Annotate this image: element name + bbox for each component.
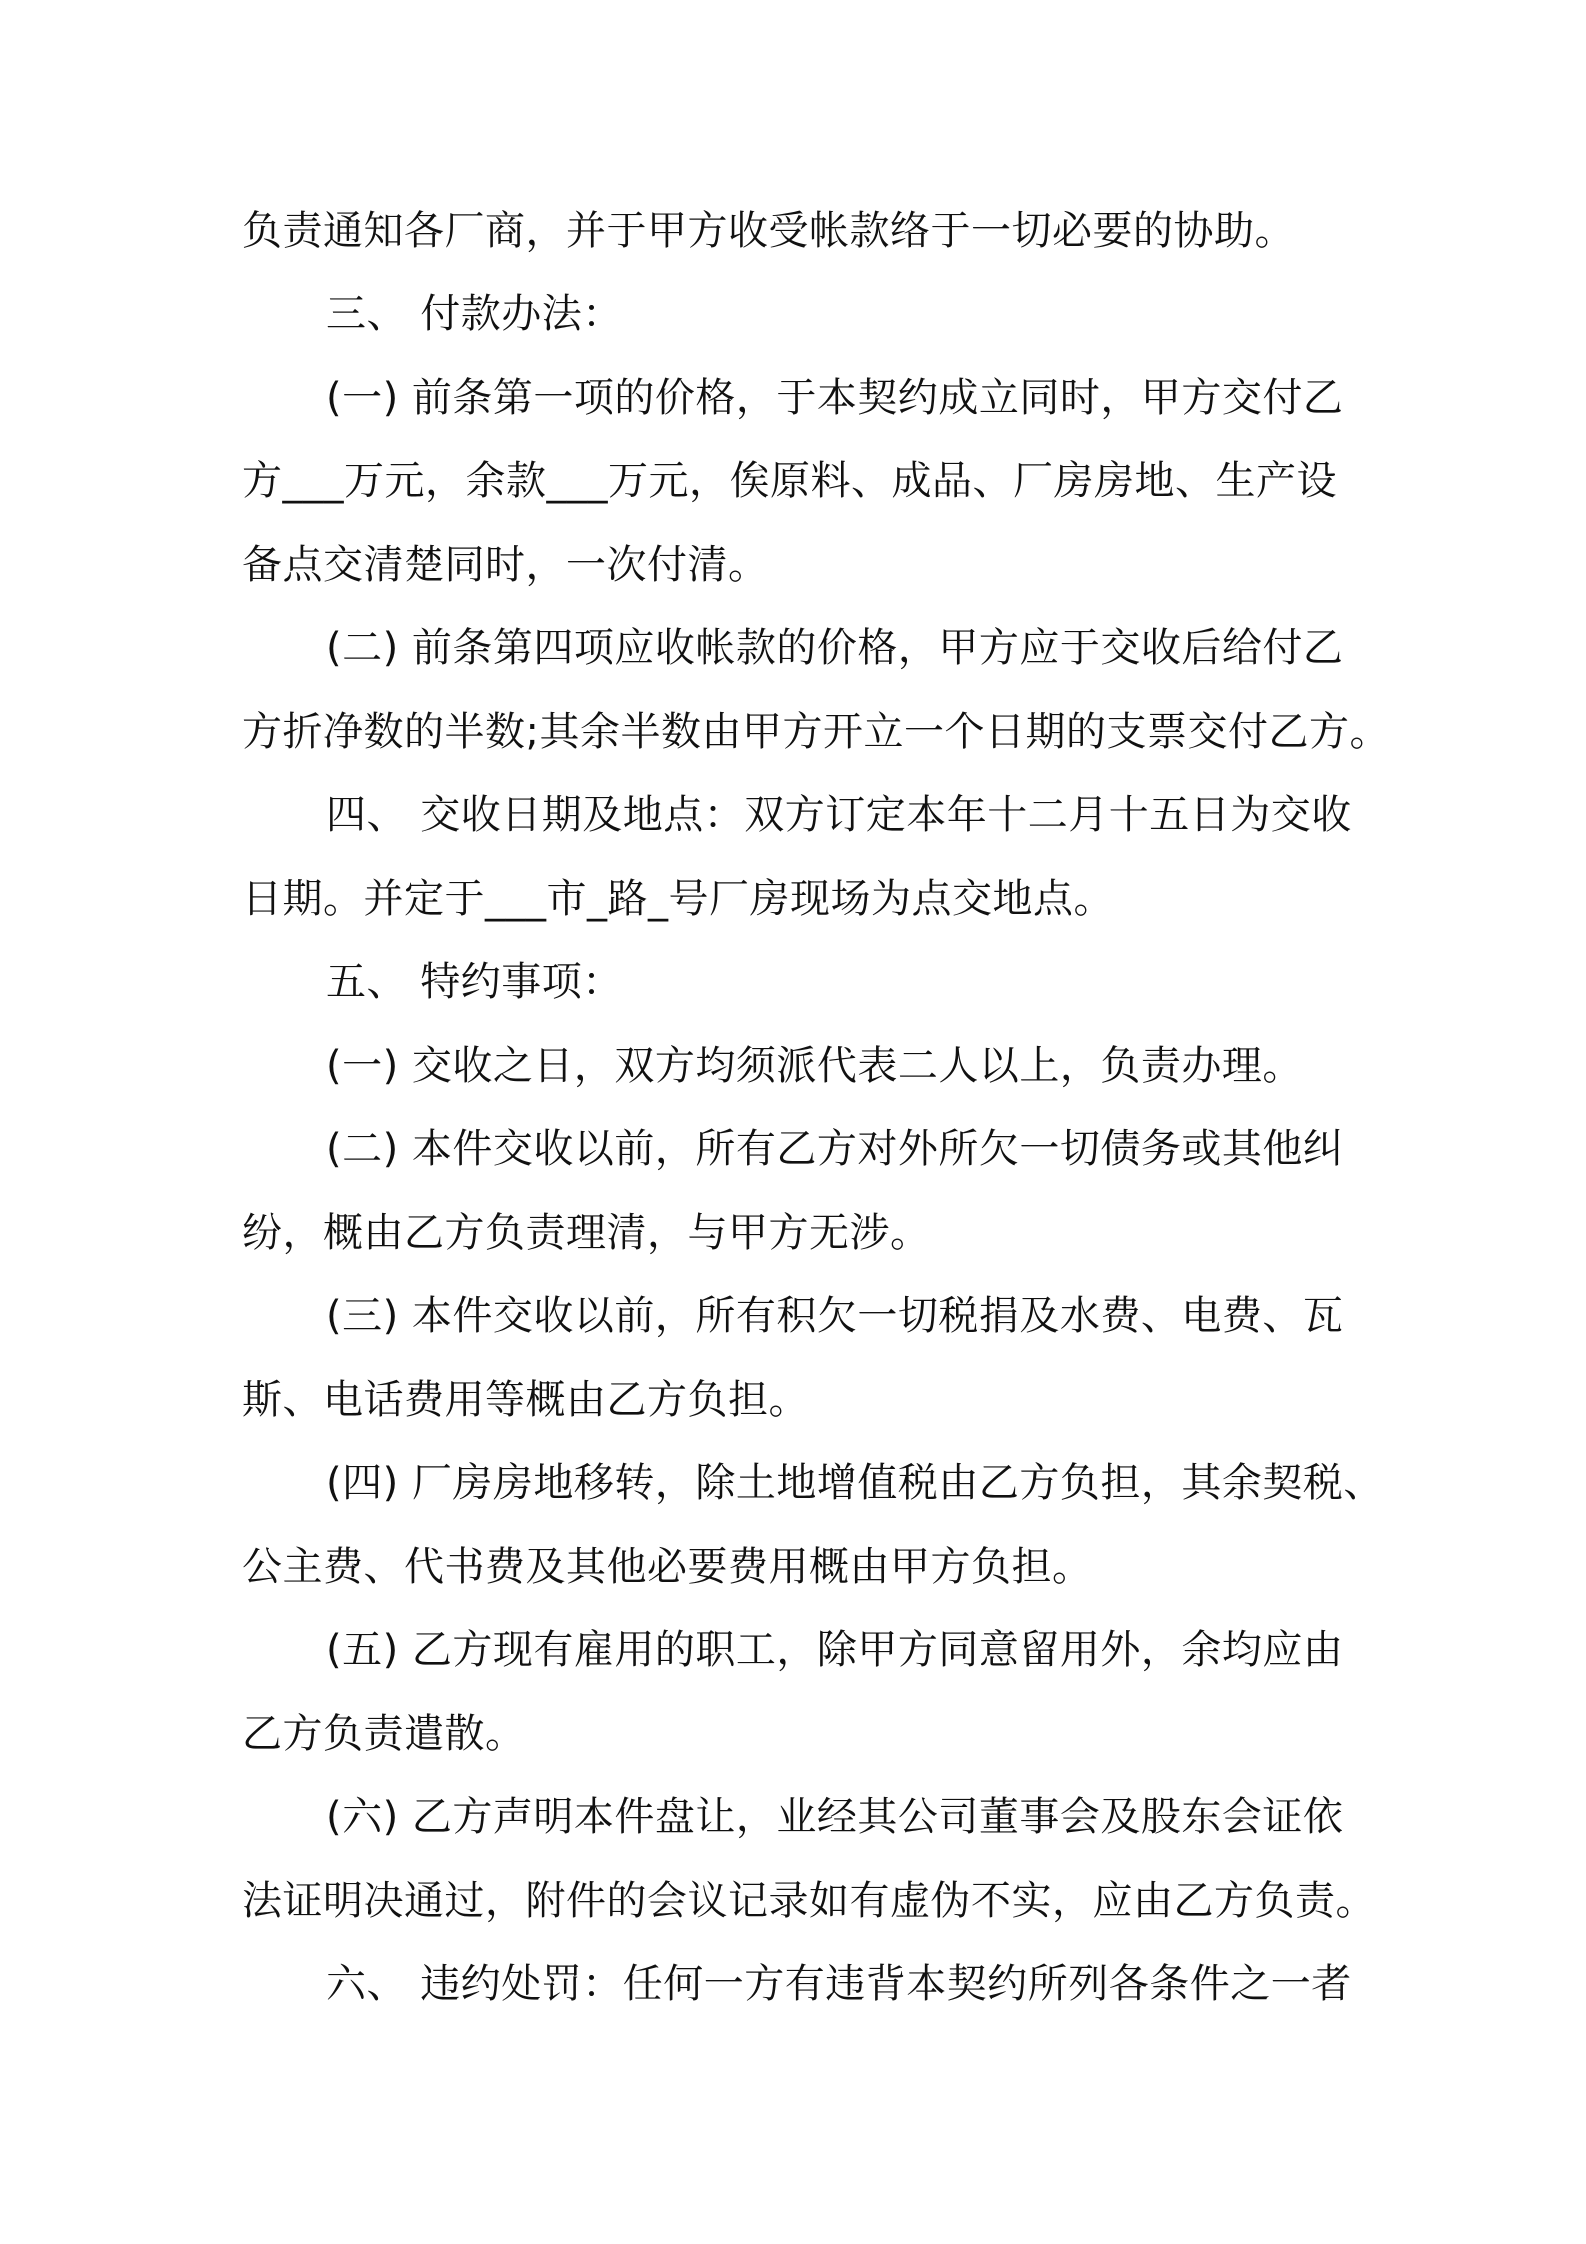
text-line: (一) 前条第一项的价格，于本契约成立同时，甲方交付乙 [326,375,1344,421]
text-line: 公主费、代书费及其他必要费用概由甲方负担。 [242,1544,1093,1590]
text-line: 乙方负责遣散。 [242,1711,526,1757]
section-heading: 四、 交收日期及地点：双方订定本年十二月十五日为交收 [326,792,1352,838]
text-line: 备点交清楚同时，一次付清。 [242,542,769,588]
text-line: (一) 交收之日，双方均须派代表二人以上，负责办理。 [326,1043,1303,1089]
text-line: (三) 本件交收以前，所有积欠一切税捐及水费、电费、瓦 [326,1293,1344,1339]
text-line: 纷，概由乙方负责理清，与甲方无涉。 [242,1210,931,1256]
text-line: (二) 前条第四项应收帐款的价格，甲方应于交收后给付乙 [326,625,1344,671]
text-line: (五) 乙方现有雇用的职工，除甲方同意留用外，余均应由 [326,1627,1344,1673]
text-line: (四) 厂房房地移转，除土地增值税由乙方负担，其余契税、 [326,1460,1384,1506]
text-line: 斯、电话费用等概由乙方负担。 [242,1377,809,1423]
section-heading: 五、 特约事项： [326,959,623,1005]
section-heading: 三、 付款办法： [326,291,623,337]
section-heading: 六、 违约处罚：任何一方有违背本契约所列各条件之一者 [326,1961,1352,2007]
text-line: 法证明决通过，附件的会议记录如有虚伪不实，应由乙方负责。 [242,1878,1376,1924]
text-line: (二) 本件交收以前，所有乙方对外所欠一切债务或其他纠 [326,1126,1344,1172]
text-line: 方___万元，余款___万元，俟原料、成品、厂房房地、生产设 [242,458,1337,504]
text-line: 方折净数的半数;其余半数由甲方开立一个日期的支票交付乙方。 [242,709,1390,755]
text-line: 日期。并定于___市_路_号厂房现场为点交地点。 [242,876,1114,922]
text-line: (六) 乙方声明本件盘让，业经其公司董事会及股东会证依 [326,1794,1344,1840]
text-line: 负责通知各厂商，并于甲方收受帐款络于一切必要的协助。 [242,208,1295,254]
